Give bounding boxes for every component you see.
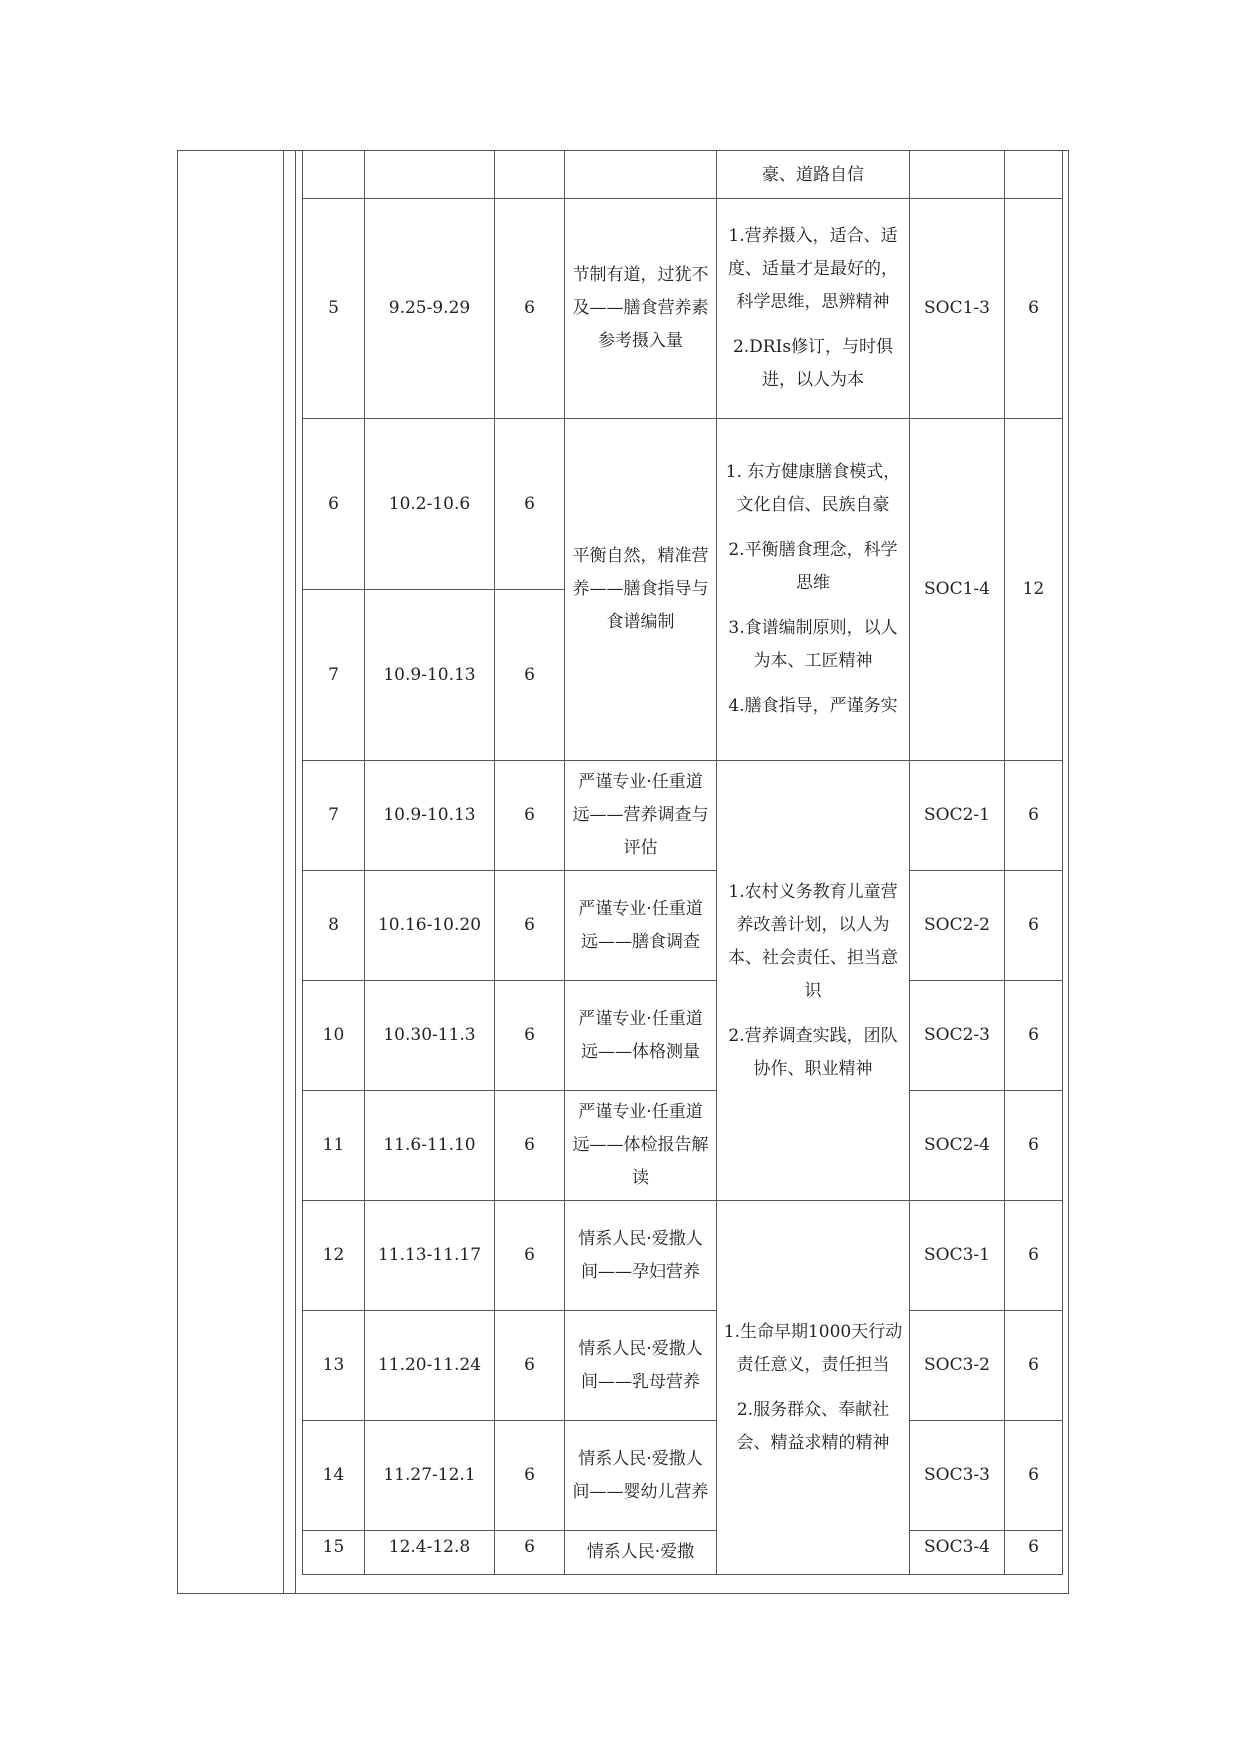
table-row [303,761,1063,871]
schedule-table [302,150,1063,1575]
topic-cell: 平衡自然，精准营养——膳食指导与食谱编制 [565,419,717,761]
table-row [303,151,1063,199]
topic-cell: 严谨专业·任重道远——体格测量 [565,981,717,1091]
dates-cell: 12.4-12.8 [365,1531,495,1575]
ideology-cell [717,151,910,199]
dates-cell: 11.13-11.17 [365,1201,495,1311]
topic-cell: 严谨专业·任重道远——体检报告解读 [565,1091,717,1201]
hours-cell: 6 [495,981,565,1091]
code-cell: SOC3-1 [910,1201,1005,1311]
hours-cell: 6 [495,1421,565,1531]
hours-cell: 6 [495,871,565,981]
week-cell: 12 [303,1201,365,1311]
table-row [303,199,1063,419]
code-cell: SOC3-2 [910,1311,1005,1421]
week-cell: 7 [303,590,365,761]
ideology-point: 2.营养调查实践，团队协作、职业精神 [728,1025,898,1079]
code-cell: SOC2-2 [910,871,1005,981]
code-cell: SOC3-4 [910,1531,1005,1575]
week-cell: 7 [303,761,365,871]
ideology-point: 2.平衡膳食理念，科学思维 [728,540,898,593]
dates-cell: 11.20-11.24 [365,1311,495,1421]
hours-cell: 6 [495,1311,565,1421]
ideology-point: 2.DRIs修订，与时俱进，以人为本 [732,337,894,390]
table-row [303,1091,1063,1201]
hours-cell: 6 [495,419,565,590]
frame-divider-1 [283,150,284,1594]
hours-cell: 6 [495,1531,565,1575]
topic-cell: 情系人民·爱撒人间——婴幼儿营养 [565,1421,717,1531]
hours-cell: 6 [495,1091,565,1201]
week-cell [303,151,365,199]
ideology-point: 4.膳食指导，严谨务实 [728,696,898,716]
ideology-point: 1.农村义务教育儿童营养改善计划，以人为本、社会责任、担当意识 [728,881,898,1001]
total-cell: 12 [1005,419,1063,761]
code-cell: SOC2-4 [910,1091,1005,1201]
frame-divider-2 [295,150,296,1594]
dates-cell: 10.9-10.13 [365,761,495,871]
total-cell: 6 [1005,1531,1063,1575]
total-cell: 6 [1005,871,1063,981]
total-cell: 6 [1005,1421,1063,1531]
dates-cell [365,151,495,199]
total-cell: 6 [1005,761,1063,871]
week-cell: 11 [303,1091,365,1201]
ideology-point: 2.服务群众、奉献社会、精益求精的精神 [736,1399,890,1453]
total-cell [1005,151,1063,199]
code-cell [910,151,1005,199]
topic-cell: 情系人民·爱撒人间——乳母营养 [565,1311,717,1421]
ideology-point: 3.食谱编制原则，以人为本、工匠精神 [728,618,898,671]
table-row [303,871,1063,981]
topic-cell: 情系人民·爱撒 [565,1531,717,1575]
ideology-text: 豪、道路自信 [762,165,864,185]
ideology-cell [717,761,910,1201]
code-cell: SOC1-3 [910,199,1005,419]
ideology-point: 1.生命早期1000天行动责任意义，责任担当 [723,1321,903,1375]
total-cell: 6 [1005,1311,1063,1421]
code-cell: SOC2-3 [910,981,1005,1091]
topic-cell: 严谨专业·任重道远——膳食调查 [565,871,717,981]
total-cell: 6 [1005,1091,1063,1201]
dates-cell: 10.9-10.13 [365,590,495,761]
hours-cell [495,151,565,199]
week-cell: 5 [303,199,365,419]
ideology-cell [717,199,910,419]
hours-cell: 6 [495,761,565,871]
week-cell: 14 [303,1421,365,1531]
week-cell: 10 [303,981,365,1091]
ideology-point: 1.营养摄入，适合、适度、适量才是最好的，科学思维，思辨精神 [728,226,898,312]
table-row [303,419,1063,590]
topic-cell [565,151,717,199]
total-cell: 6 [1005,981,1063,1091]
week-cell: 8 [303,871,365,981]
dates-cell: 11.27-12.1 [365,1421,495,1531]
dates-cell: 10.30-11.3 [365,981,495,1091]
week-cell: 6 [303,419,365,590]
week-cell: 13 [303,1311,365,1421]
ideology-cell [717,1201,910,1575]
hours-cell: 6 [495,590,565,761]
code-cell: SOC2-1 [910,761,1005,871]
total-cell: 6 [1005,199,1063,419]
dates-cell: 11.6-11.10 [365,1091,495,1201]
hours-cell: 6 [495,1201,565,1311]
table-row [303,1421,1063,1531]
table-row [303,1531,1063,1575]
code-cell: SOC1-4 [910,419,1005,761]
week-cell: 15 [303,1531,365,1575]
code-cell: SOC3-3 [910,1421,1005,1531]
dates-cell: 9.25-9.29 [365,199,495,419]
total-cell: 6 [1005,1201,1063,1311]
topic-cell: 情系人民·爱撒人间——孕妇营养 [565,1201,717,1311]
hours-cell: 6 [495,199,565,419]
table-row [303,981,1063,1091]
dates-cell: 10.2-10.6 [365,419,495,590]
ideology-cell [717,419,910,761]
table-row [303,1311,1063,1421]
table-row [303,1201,1063,1311]
ideology-point: 1. 东方健康膳食模式，文化自信、民族自豪 [725,462,901,515]
topic-cell: 严谨专业·任重道远——营养调查与评估 [565,761,717,871]
dates-cell: 10.16-10.20 [365,871,495,981]
topic-cell: 节制有道，过犹不及——膳食营养素参考摄入量 [565,199,717,419]
